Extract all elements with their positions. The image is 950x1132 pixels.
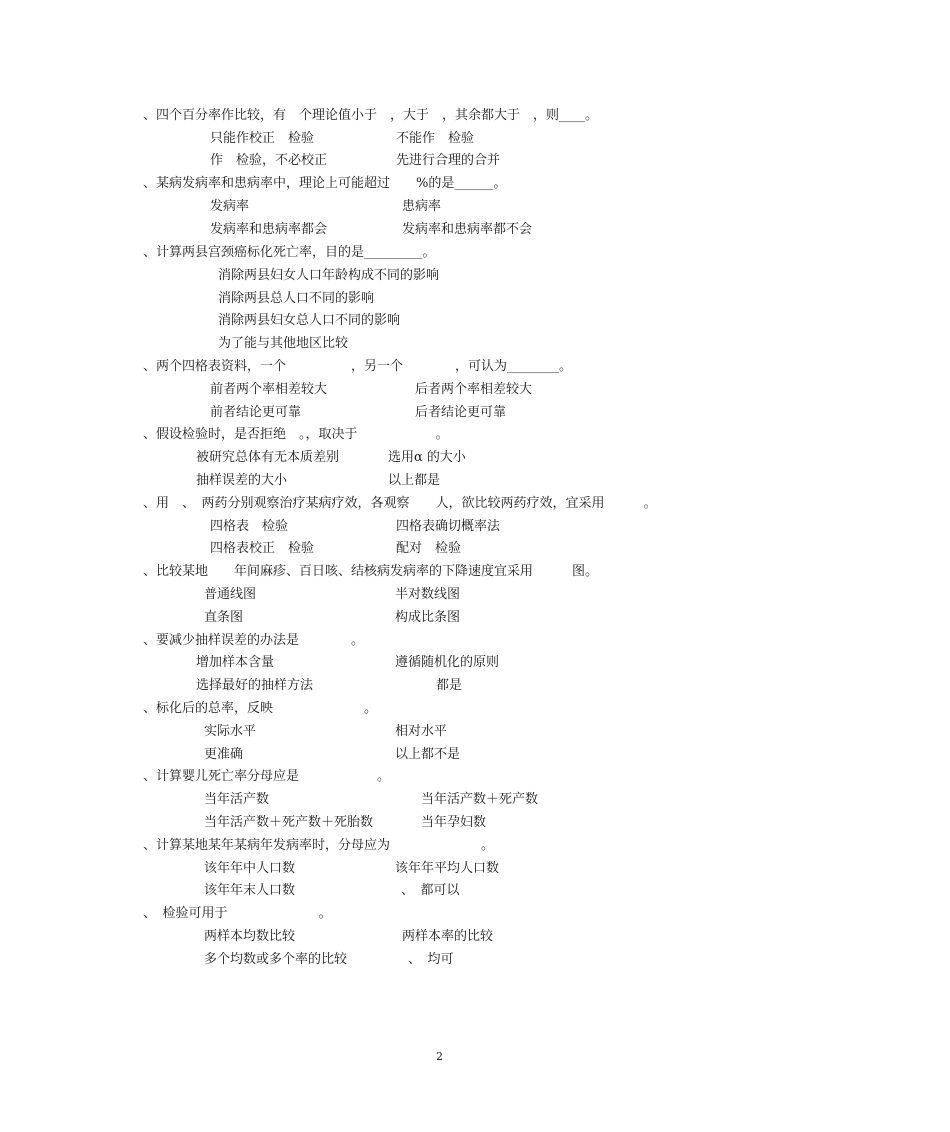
option-c: 该年年末人口数 <box>204 883 296 898</box>
option-a: 前者两个率相差较大 <box>210 382 328 397</box>
option-c: 消除两县妇女总人口不同的影响 <box>218 313 401 328</box>
option-d: 为了能与其他地区比较 <box>218 336 349 351</box>
question-stem: 、两个四格表资料，一个 ，另一个 ，可认为________。 <box>143 359 573 374</box>
question-stem: 、计算婴儿死亡率分母应是 。 <box>143 769 391 784</box>
question-stem: 、要减少抽样误差的办法是 。 <box>143 633 365 648</box>
option-a: 两样本均数比较 <box>204 929 296 944</box>
option-a: 四格表 检验 <box>210 519 289 534</box>
option-a: 被研究总体有无本质差别 <box>196 450 340 465</box>
option-d: 当年孕妇数 <box>421 815 487 830</box>
option-c: 多个均数或多个率的比较 <box>204 952 348 967</box>
option-a: 普通线图 <box>204 587 257 602</box>
question-stem: 、计算某地某年某病年发病率时，分母应为 。 <box>143 838 495 853</box>
option-d: 先进行合理的合并 <box>396 153 501 168</box>
question-stem: 、 检验可用于 。 <box>143 906 332 921</box>
option-b: 当年活产数＋死产数 <box>421 792 539 807</box>
option-c: 当年活产数＋死产数＋死胎数 <box>204 815 374 830</box>
option-d: 以上都不是 <box>395 747 461 762</box>
option-c: 四格表校正 检验 <box>210 541 315 556</box>
question-stem: 、假设检验时，是否拒绝 。，取决于 。 <box>143 427 449 442</box>
option-d: 构成比条图 <box>395 610 461 625</box>
question-stem: 、标化后的总率，反映 。 <box>143 701 378 716</box>
option-b: 半对数线图 <box>395 587 461 602</box>
option-a: 消除两县妇女人口年龄构成不同的影响 <box>218 268 440 283</box>
option-b: 选用α 的大小 <box>388 450 466 465</box>
question-stem: 、四个百分率作比较，有 个理论值小于 ，大于 ，其余都大于 ，则____。 <box>143 108 599 123</box>
option-c: 选择最好的抽样方法 <box>196 678 314 693</box>
question-stem: 、某病发病率和患病率中，理论上可能超过 %的是______。 <box>143 176 507 191</box>
option-a: 实际水平 <box>204 724 257 739</box>
option-d: 以上都是 <box>388 473 441 488</box>
option-a: 该年年中人口数 <box>204 861 296 876</box>
option-b: 消除两县总人口不同的影响 <box>218 291 375 306</box>
option-d: 、 均可 <box>408 952 454 967</box>
option-b: 后者两个率相差较大 <box>415 382 533 397</box>
option-b: 两样本率的比较 <box>402 929 494 944</box>
option-c: 更准确 <box>204 747 244 762</box>
option-b: 相对水平 <box>395 724 448 739</box>
option-a: 增加样本含量 <box>196 655 275 670</box>
option-d: 后者结论更可靠 <box>415 405 507 420</box>
option-b: 患病率 <box>402 199 442 214</box>
question-stem: 、计算两县宫颈癌标化死亡率，目的是_________。 <box>143 245 436 260</box>
question-stem: 、用 、 两药分别观察治疗某病疗效，各观察 人，欲比较两药疗效，宜采用 。 <box>143 496 657 511</box>
option-c: 作 检验，不必校正 <box>210 153 328 168</box>
option-c: 发病率和患病率都会 <box>210 222 328 237</box>
option-d: 、 都可以 <box>401 883 460 898</box>
option-c: 抽样误差的大小 <box>196 473 288 488</box>
option-b: 遵循随机化的原则 <box>395 655 500 670</box>
question-stem: 、比较某地 年间麻疹、百日咳、结核病发病率的下降速度宜采用 图。 <box>143 564 599 579</box>
option-d: 发病率和患病率都不会 <box>402 222 533 237</box>
option-d: 都是 <box>436 678 463 693</box>
option-b: 该年年平均人口数 <box>395 861 500 876</box>
option-b: 不能作 检验 <box>396 131 475 146</box>
option-a: 发病率 <box>210 199 250 214</box>
option-a: 当年活产数 <box>204 792 270 807</box>
option-a: 只能作校正 检验 <box>210 131 315 146</box>
option-c: 直条图 <box>204 610 244 625</box>
page-number: 2 <box>436 1050 443 1063</box>
option-b: 四格表确切概率法 <box>396 519 501 534</box>
option-c: 前者结论更可靠 <box>210 405 302 420</box>
option-d: 配对 检验 <box>396 541 462 556</box>
